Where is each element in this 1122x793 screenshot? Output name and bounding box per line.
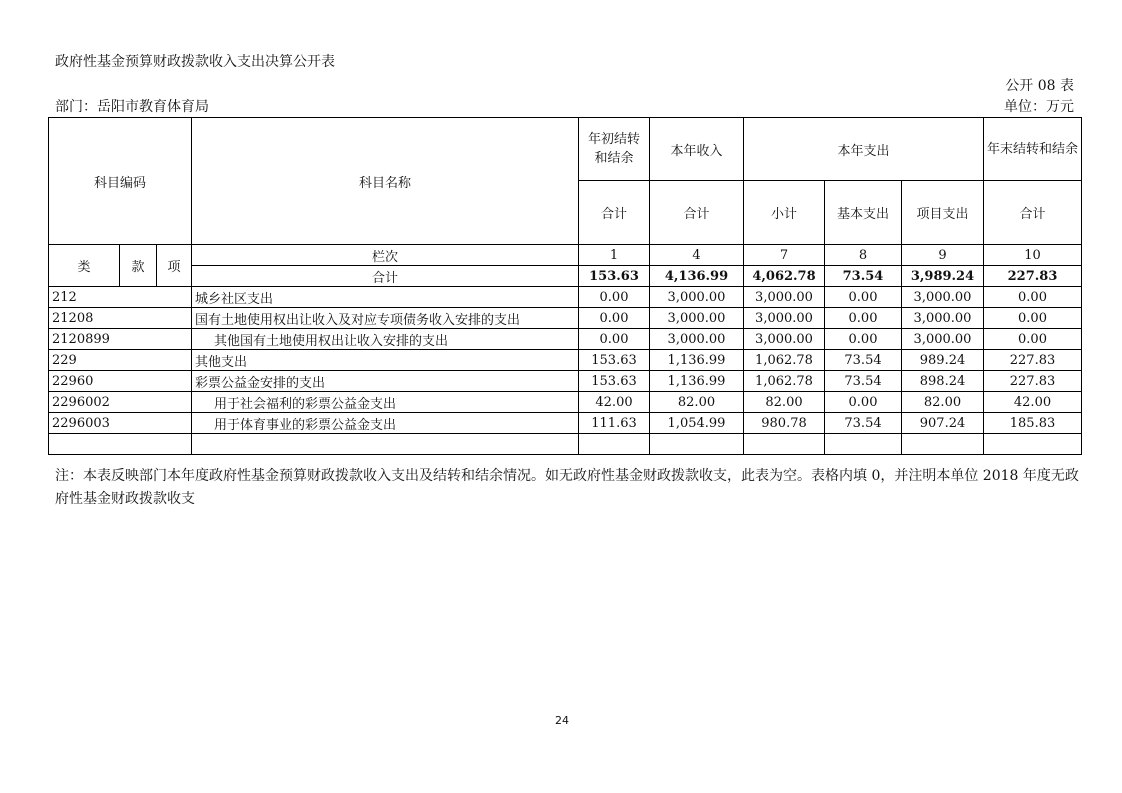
table-row [49,308,1082,329]
col-header-total-income: 合计 [650,181,744,245]
table-row [49,371,1082,392]
column-no: 1 [579,245,650,266]
row-value: 3,000.00 [744,329,825,350]
budget-table [48,117,1082,455]
row-value: 0.00 [984,308,1082,329]
row-value: 82.00 [650,392,744,413]
row-code: 212 [49,287,192,308]
row-value: 42.00 [984,392,1082,413]
total-value: 3,989.24 [902,266,984,287]
total-value: 73.54 [825,266,902,287]
row-value: 82.00 [744,392,825,413]
row-value: 73.54 [825,350,902,371]
page-number: 24 [555,714,569,727]
row-name: 其他国有土地使用权出让收入安排的支出 [192,329,579,350]
row-value: 0.00 [825,329,902,350]
row-value: 3,000.00 [744,308,825,329]
total-label: 合计 [192,266,579,287]
row-value: 0.00 [579,329,650,350]
form-number: 公开 08 表 [1005,78,1074,94]
row-value: 153.63 [579,371,650,392]
col-header-end-balance: 年末结转和结余 [984,118,1082,181]
row-value: 3,000.00 [902,329,984,350]
row-code: 229 [49,350,192,371]
row-value: 989.24 [902,350,984,371]
col-header-total-begin: 合计 [579,181,650,245]
table-row [49,287,1082,308]
row-value: 3,000.00 [744,287,825,308]
column-no: 9 [902,245,984,266]
row-value: 1,062.78 [744,350,825,371]
row-value: 3,000.00 [650,308,744,329]
col-header-name: 科目名称 [192,118,579,245]
table-row [49,350,1082,371]
row-name: 其他支出 [192,350,579,371]
empty-row [49,434,1082,455]
page-title: 政府性基金预算财政拨款收入支出决算公开表 [55,54,335,70]
footnote: 注：本表反映部门本年度政府性基金预算财政拨款收入支出及结转和结余情况。如无政府性基金财政拨款收支，此表为空。表格内填 0，并注明本单位 2018 年度无政府性基金财政拨款收支 [55,468,1079,507]
row-value: 111.63 [579,413,650,434]
row-value: 42.00 [579,392,650,413]
row-value: 3,000.00 [650,329,744,350]
column-no: 10 [984,245,1082,266]
row-value: 227.83 [984,350,1082,371]
column-no: 7 [744,245,825,266]
total-value: 4,136.99 [650,266,744,287]
row-value: 3,000.00 [902,287,984,308]
row-name: 国有土地使用权出让收入及对应专项债务收入安排的支出 [192,308,579,329]
row-name: 用于社会福利的彩票公益金支出 [192,392,579,413]
row-value: 73.54 [825,371,902,392]
total-value: 4,062.78 [744,266,825,287]
row-value: 907.24 [902,413,984,434]
row-code: 21208 [49,308,192,329]
row-value: 0.00 [984,329,1082,350]
col-header-begin-balance: 年初结转和结余 [579,118,650,181]
row-value: 3,000.00 [902,308,984,329]
col-header-code: 科目编码 [49,118,192,245]
row-value: 1,054.99 [650,413,744,434]
row-value: 73.54 [825,413,902,434]
row-value: 82.00 [902,392,984,413]
row-code: 2296003 [49,413,192,434]
row-value: 153.63 [579,350,650,371]
total-row [49,266,1082,287]
col-header-expense: 本年支出 [744,118,984,181]
row-value: 0.00 [825,392,902,413]
row-value: 1,136.99 [650,350,744,371]
col-header-kuan: 款 [120,245,157,287]
row-name: 彩票公益金安排的支出 [192,371,579,392]
col-header-xiang: 项 [157,245,192,287]
column-number-row [49,245,1082,266]
column-no: 4 [650,245,744,266]
column-no: 8 [825,245,902,266]
unit-label: 单位：万元 [1004,99,1074,115]
department-label: 部门：岳阳市教育体育局 [55,99,209,115]
row-value: 1,136.99 [650,371,744,392]
row-value: 0.00 [825,287,902,308]
row-value: 0.00 [579,287,650,308]
row-code: 2120899 [49,329,192,350]
row-value: 227.83 [984,371,1082,392]
row-name: 城乡社区支出 [192,287,579,308]
column-no-label: 栏次 [192,245,579,266]
col-header-lei: 类 [49,245,120,287]
col-header-total-end: 合计 [984,181,1082,245]
row-value: 980.78 [744,413,825,434]
row-value: 0.00 [984,287,1082,308]
row-value: 3,000.00 [650,287,744,308]
row-value: 0.00 [579,308,650,329]
table-row [49,413,1082,434]
row-value: 0.00 [825,308,902,329]
row-value: 185.83 [984,413,1082,434]
total-value: 227.83 [984,266,1082,287]
table-row [49,329,1082,350]
row-code: 2296002 [49,392,192,413]
total-value: 153.63 [579,266,650,287]
col-header-basic: 基本支出 [825,181,902,245]
row-value: 1,062.78 [744,371,825,392]
table-row [49,392,1082,413]
col-header-project: 项目支出 [902,181,984,245]
row-value: 898.24 [902,371,984,392]
col-header-subtotal: 小计 [744,181,825,245]
col-header-income: 本年收入 [650,118,744,181]
row-code: 22960 [49,371,192,392]
header-row-1 [49,118,1082,181]
row-name: 用于体育事业的彩票公益金支出 [192,413,579,434]
